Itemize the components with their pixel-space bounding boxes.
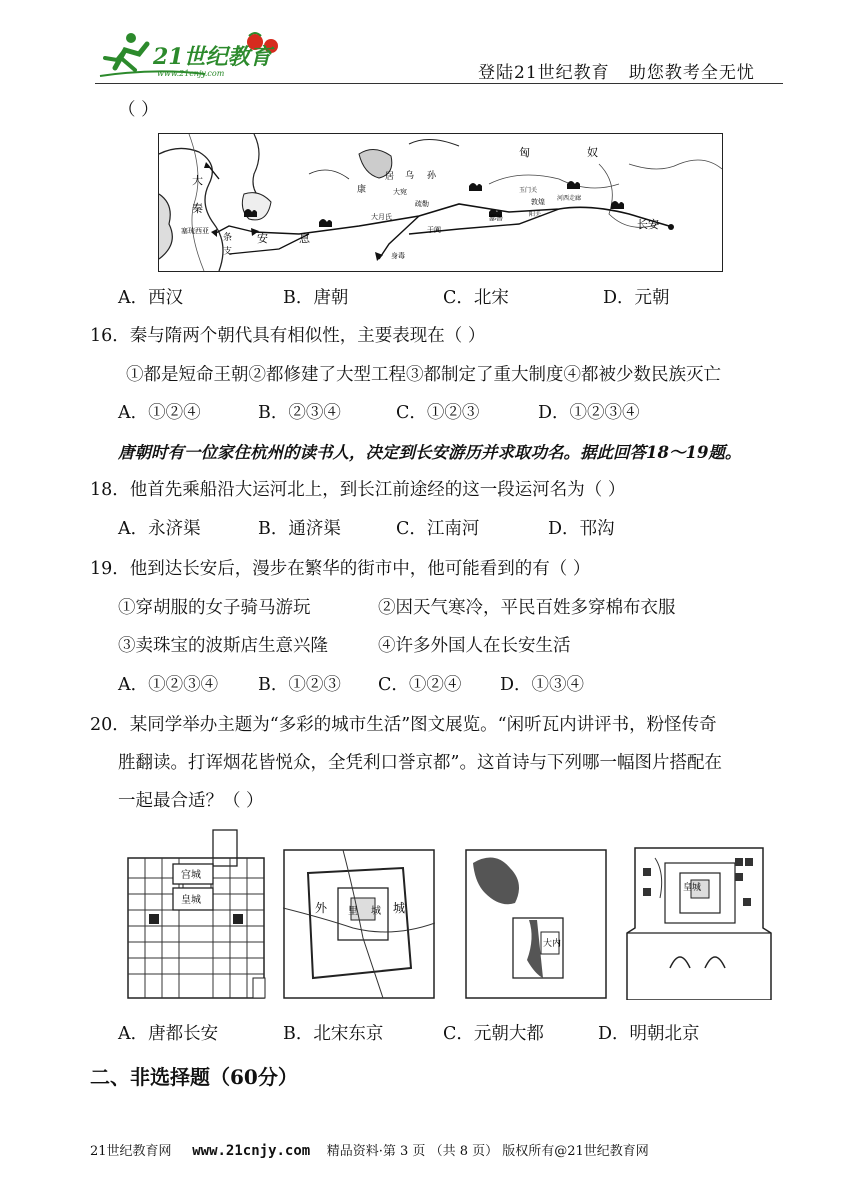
q20-option-a: A．唐都长安 bbox=[118, 1024, 219, 1044]
svg-text:河西走廊: 河西走廊 bbox=[557, 195, 582, 202]
svg-text:居: 居 bbox=[385, 172, 395, 182]
q19-option-b: B．①②③ bbox=[258, 675, 341, 695]
svg-text:支: 支 bbox=[223, 247, 233, 257]
svg-text:鄯善: 鄯善 bbox=[489, 214, 503, 222]
q15-option-d: D．元朝 bbox=[603, 288, 670, 308]
q18-option-b: B．通济渠 bbox=[258, 519, 341, 539]
svg-text:大: 大 bbox=[192, 174, 203, 187]
svg-text:于阗: 于阗 bbox=[427, 226, 441, 234]
q20-option-d: D．明朝北京 bbox=[598, 1024, 700, 1044]
q15-option-a: A．西汉 bbox=[118, 288, 184, 308]
q16-items: ①都是短命王朝②都修建了大型工程③都制定了重大制度④都被少数民族灭亡 bbox=[126, 365, 721, 385]
silk-road-map bbox=[158, 133, 723, 272]
q19-option-c: C．①②④ bbox=[378, 675, 462, 695]
label-danei: 大内 bbox=[543, 939, 562, 949]
svg-text:匈: 匈 bbox=[519, 146, 530, 159]
q18-option-d: D．邗沟 bbox=[548, 519, 615, 539]
svg-text:条: 条 bbox=[223, 233, 233, 243]
logo-url: www.21cnjy.com bbox=[157, 69, 225, 78]
svg-text:安: 安 bbox=[257, 232, 268, 245]
q18-option-a: A．永济渠 bbox=[118, 519, 201, 539]
logo-text: 21世纪教育 bbox=[153, 44, 272, 70]
q16-option-c: C．①②③ bbox=[396, 403, 480, 423]
figure-tang-changan bbox=[125, 828, 267, 1000]
q16-option-d: D．①②③④ bbox=[538, 403, 640, 423]
label-gongcheng: 宫城 bbox=[181, 870, 201, 881]
q15-option-c: C．北宋 bbox=[443, 288, 509, 308]
svg-text:秦: 秦 bbox=[192, 202, 203, 215]
label-huangcheng: 皇城 bbox=[181, 895, 201, 906]
svg-text:乌: 乌 bbox=[405, 171, 415, 181]
label-huangcheng-ming: 皇城 bbox=[683, 883, 702, 893]
figure-yuan-dadu bbox=[465, 828, 607, 1000]
q20-stem-line2: 胜翻读。打诨烟花皆悦众，全凭利口誉京都”。这首诗与下列哪一幅图片搭配在 bbox=[118, 753, 722, 773]
q20-option-c: C．元朝大都 bbox=[443, 1024, 544, 1044]
q19-option-a: A．①②③④ bbox=[118, 675, 219, 695]
svg-text:玉门关: 玉门关 bbox=[519, 187, 538, 194]
svg-text:大月氏: 大月氏 bbox=[371, 213, 392, 221]
svg-text:敦煌: 敦煌 bbox=[531, 198, 545, 206]
q15-option-b: B．唐朝 bbox=[283, 288, 349, 308]
label-li: 里 bbox=[348, 906, 358, 917]
section-2-heading: 二、非选择题（60分） bbox=[90, 1065, 298, 1089]
label-cheng-inner: 城 bbox=[371, 906, 381, 917]
figure-ming-beijing bbox=[625, 828, 773, 1000]
svg-text:长安: 长安 bbox=[637, 218, 659, 231]
q16-stem: 16．秦与隋两个朝代具有相似性，主要表现在（ ） bbox=[90, 326, 486, 346]
svg-text:康: 康 bbox=[357, 185, 367, 195]
q20-option-b: B．北宋东京 bbox=[283, 1024, 384, 1044]
q18-option-c: C．江南河 bbox=[396, 519, 480, 539]
q19-item-4: ④许多外国人在长安生活 bbox=[378, 636, 571, 656]
q19-stem: 19．他到达长安后，漫步在繁华的街市中，他可能看到的有（ ） bbox=[90, 559, 591, 579]
q18-19-intro: 唐朝时有一位家住杭州的读书人，决定到长安游历并求取功名。据此回答18～19题。 bbox=[118, 443, 742, 462]
header-divider bbox=[95, 83, 783, 84]
svg-text:阳关: 阳关 bbox=[529, 211, 542, 218]
q16-option-b: B．②③④ bbox=[258, 403, 341, 423]
header-slogan: 登陆21世纪教育 助您教考全无忧 bbox=[478, 63, 755, 83]
figure-song-dongjing bbox=[283, 828, 435, 1000]
q18-stem: 18．他首先乘船沿大运河北上，到长江前途经的这一段运河名为（ ） bbox=[90, 480, 626, 500]
footer-page-info: 精品资料·第 3 页 （共 8 页） 版权所有@21世纪教育网 bbox=[326, 1144, 649, 1159]
q19-item-2: ②因天气寒冷，平民百姓多穿棉布衣服 bbox=[378, 598, 676, 618]
svg-text:息: 息 bbox=[299, 232, 310, 245]
svg-text:塞琉西亚: 塞琉西亚 bbox=[181, 227, 209, 235]
svg-text:身毒: 身毒 bbox=[391, 252, 405, 260]
q20-stem-line3: 一起最合适？（ ） bbox=[118, 791, 264, 811]
svg-text:奴: 奴 bbox=[587, 146, 598, 159]
site-logo bbox=[95, 28, 295, 84]
svg-text:疏勒: 疏勒 bbox=[415, 200, 429, 208]
svg-text:孙: 孙 bbox=[427, 171, 437, 181]
svg-text:大宛: 大宛 bbox=[393, 188, 407, 196]
label-wai: 外 bbox=[315, 901, 328, 915]
page-footer bbox=[90, 1140, 649, 1159]
footer-url: www.21cnjy.com bbox=[192, 1143, 311, 1159]
q19-item-1: ①穿胡服的女子骑马游玩 bbox=[118, 598, 311, 618]
q19-item-3: ③卖珠宝的波斯店生意兴隆 bbox=[118, 636, 328, 656]
q15-answer-bracket: （ ） bbox=[118, 100, 159, 120]
q16-option-a: A．①②④ bbox=[118, 403, 201, 423]
q19-option-d: D．①③④ bbox=[500, 675, 585, 695]
q20-stem-line1: 20．某同学举办主题为“多彩的城市生活”图文展览。“闲听瓦内讲评书，粉怪传奇 bbox=[90, 715, 717, 735]
footer-site-name: 21世纪教育网 bbox=[90, 1144, 172, 1159]
label-cheng-outer: 城 bbox=[393, 901, 406, 915]
